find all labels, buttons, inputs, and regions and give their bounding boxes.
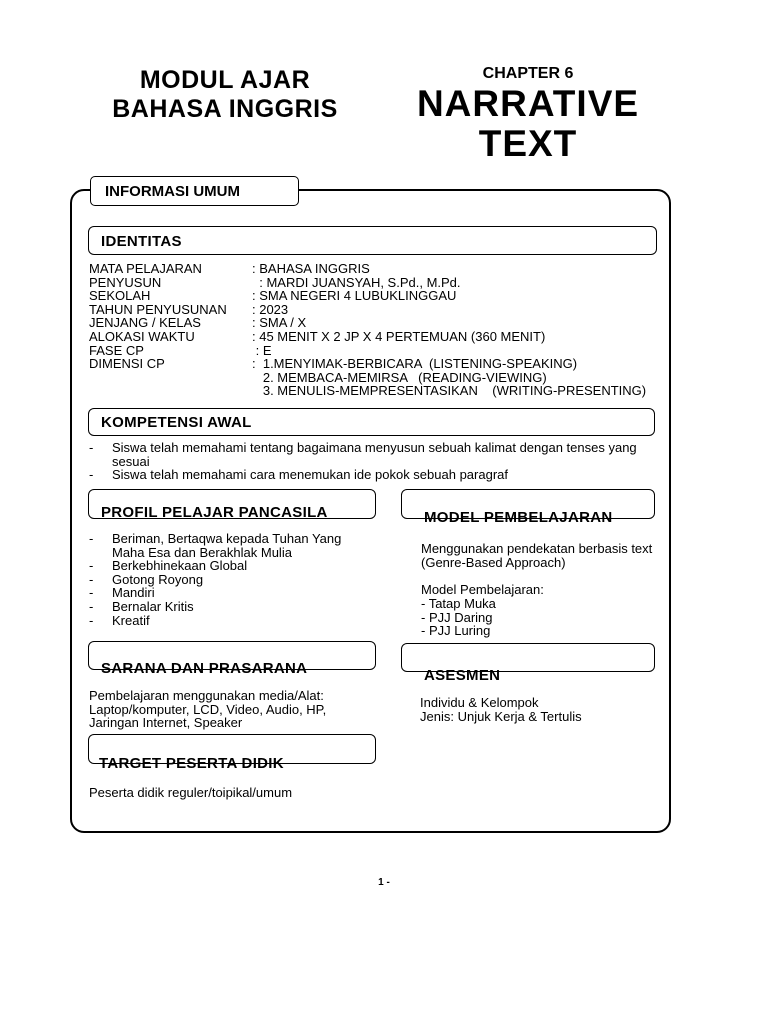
identitas-row xyxy=(89,384,669,398)
identitas-value: : MARDI JUANSYAH, S.Pd., M.Pd. xyxy=(252,274,461,290)
identitas-value: 2. MEMBACA-MEMIRSA (READING-VIEWING) xyxy=(252,369,547,385)
sarana-header xyxy=(88,641,376,677)
identitas-value: : SMA / X xyxy=(252,315,307,331)
identitas-key: TAHUN PENYUSUNAN xyxy=(89,301,227,317)
kompetensi-awal-list xyxy=(89,441,675,482)
sarana-text: Pembelajaran menggunakan media/Alat: Laptop/komputer, LCD, Video, Audio, HP, Jaringan Internet, Speaker xyxy=(89,688,327,731)
identitas-value: : 1.MENYIMAK-BERBICARA (LISTENING-SPEAKING) xyxy=(252,356,578,372)
asesmen-header xyxy=(401,643,655,684)
identitas-key: ALOKASI WAKTU xyxy=(89,329,195,344)
identitas-value: : BAHASA INGGRIS xyxy=(252,261,370,276)
identitas-value: : 45 MENIT X 2 JP X 4 PERTEMUAN (360 MENIT) xyxy=(252,329,546,344)
list-item: - PJJ Luring xyxy=(421,623,491,639)
model-pembelajaran-list xyxy=(421,597,656,638)
list-item: - Bernalar Kritis xyxy=(89,600,359,614)
identitas-row xyxy=(89,262,669,276)
identitas-row xyxy=(89,330,669,344)
profil-pelajar-header xyxy=(88,489,376,519)
kompetensi-awal-label: KOMPETENSI AWAL xyxy=(101,414,252,431)
list-item: - Tatap Muka xyxy=(421,596,496,611)
identitas-value: : 2023 xyxy=(252,301,289,317)
list-item: - Siswa telah memahami tentang bagaimana menyusun sebuah kalimat dengan tenses yang sesuai xyxy=(89,441,675,468)
module-title-line1: MODUL AJAR xyxy=(139,66,311,94)
target-label: TARGET PESERTA DIDIK xyxy=(99,755,284,772)
identitas-label: IDENTITAS xyxy=(101,233,182,250)
list-item: - PJJ Daring xyxy=(421,609,493,625)
list-item: - Beriman, Bertaqwa kepada Tuhan Yang Maha Esa dan Berakhlak Mulia xyxy=(89,532,359,559)
identitas-value: : SMA NEGERI 4 LUBUKLINGGAU xyxy=(252,288,457,304)
chapter-title-line1: NARRATIVE xyxy=(416,83,640,124)
page-number: 1 - xyxy=(378,877,390,888)
chapter-label: CHAPTER 6 xyxy=(482,65,574,82)
identitas-key: SEKOLAH xyxy=(89,288,151,304)
identitas-value: : E xyxy=(252,342,272,358)
target-header xyxy=(88,734,376,772)
asesmen-line-1: Individu & Kelompok xyxy=(420,695,539,710)
profil-pelajar-label: PROFIL PELAJAR PANCASILA xyxy=(101,504,328,521)
module-title-line2: BAHASA INGGRIS xyxy=(112,95,338,123)
target-text: Peserta didik reguler/toipikal/umum xyxy=(89,785,293,800)
asesmen-label: ASESMEN xyxy=(424,667,501,684)
list-item: - Kreatif xyxy=(89,614,359,628)
model-pembelajaran-subtitle: Model Pembelajaran: xyxy=(421,582,544,597)
informasi-umum-tab: INFORMASI UMUM xyxy=(90,176,299,206)
list-item: - Siswa telah memahami cara menemukan ide pokok sebuah paragraf xyxy=(89,468,675,482)
model-pembelajaran-label: MODEL PEMBELAJARAN xyxy=(424,509,613,526)
chapter-title xyxy=(390,84,666,164)
identitas-key: FASE CP xyxy=(89,342,144,358)
identitas-key: MATA PELAJARAN xyxy=(89,261,202,276)
sarana-label: SARANA DAN PRASARANA xyxy=(101,660,308,677)
model-pembelajaran-desc: Menggunakan pendekatan berbasis text (Genre-Based Approach) xyxy=(421,541,653,570)
model-pembelajaran-header xyxy=(401,489,655,526)
identitas-value: 3. MENULIS-MEMPRESENTASIKAN (WRITING-PRESENTING) xyxy=(252,383,647,399)
identitas-key: JENJANG / KELAS xyxy=(89,315,201,331)
list-item: - Gotong Royong xyxy=(89,573,359,587)
list-item: - Mandiri xyxy=(89,586,359,600)
identitas-header xyxy=(88,226,657,255)
identitas-key: DIMENSI CP xyxy=(89,356,165,372)
asesmen-line-2: Jenis: Unjuk Kerja & Tertulis xyxy=(420,708,582,724)
identitas-key: PENYUSUN xyxy=(89,274,162,290)
kompetensi-awal-header xyxy=(88,408,655,436)
profil-pelajar-list xyxy=(89,532,359,627)
chapter-title-line2: TEXT xyxy=(478,123,578,164)
module-title xyxy=(60,66,390,124)
asesmen-text xyxy=(420,696,655,723)
identitas-table xyxy=(89,262,669,402)
list-item: - Berkebhinekaan Global xyxy=(89,559,359,573)
